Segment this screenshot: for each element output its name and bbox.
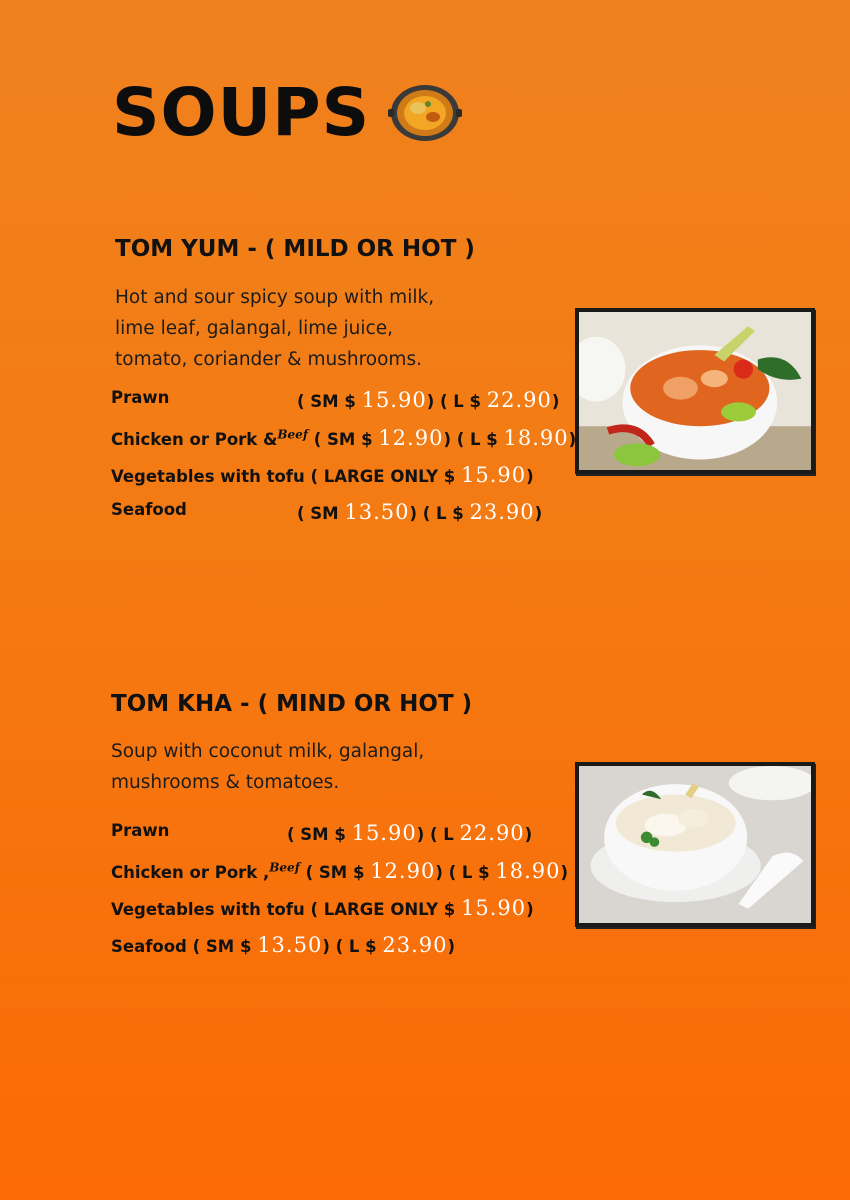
sm-price: 15.90: [361, 388, 427, 412]
l-label: ) ( L: [416, 825, 454, 844]
large-only-price: 15.90: [461, 463, 527, 487]
tom-kha-item-chicken-pork: [111, 859, 568, 883]
tom-yum-item-chicken-pork: [111, 426, 576, 450]
page-header: [112, 74, 462, 151]
tom-kha-item-prawn: [111, 821, 533, 845]
tom-yum-title: TOM YUM - ( MILD OR HOT ): [115, 236, 475, 262]
item-name: Prawn: [111, 388, 170, 407]
sm-price: 13.50: [257, 933, 323, 957]
sm-label: ( SM $: [287, 825, 346, 844]
tom-yum-item-seafood: [111, 500, 543, 524]
close-paren: ): [560, 863, 569, 882]
l-price: 23.90: [469, 500, 535, 524]
large-only-label: ( LARGE ONLY $: [310, 900, 456, 919]
sm-label: ( SM: [297, 504, 339, 523]
soup-bowl-icon: [388, 82, 462, 144]
l-price: 18.90: [503, 426, 569, 450]
tom-yum-description: [115, 282, 434, 375]
item-name: Vegetables with tofu: [111, 900, 305, 919]
tom-kha-photo: [575, 762, 815, 927]
item-name: Prawn: [111, 821, 170, 840]
handwritten-note: Beef: [269, 860, 300, 875]
close-paren: ): [534, 504, 543, 523]
sm-label: ( SM $: [305, 863, 365, 882]
sm-price: 12.90: [370, 859, 436, 883]
tom-yum-desc-line: Hot and sour spicy soup with milk,: [115, 287, 435, 308]
tom-kha-item-seafood: [111, 933, 455, 957]
item-name: Vegetables with tofu: [111, 467, 305, 486]
tom-yum-photo: [575, 308, 815, 474]
close-paren: ): [447, 937, 456, 956]
large-only-price: 15.90: [461, 896, 527, 920]
sm-price: 15.90: [351, 821, 417, 845]
l-price: 22.90: [486, 388, 552, 412]
l-label: ) ( L $: [443, 430, 498, 449]
l-label: ) ( L $: [409, 504, 464, 523]
tom-kha-desc-line: mushrooms & tomatoes.: [111, 772, 340, 793]
large-only-label: ( LARGE ONLY $: [310, 467, 456, 486]
tom-kha-desc-line: Soup with coconut milk, galangal,: [111, 741, 425, 762]
item-name: Seafood ( SM $: [111, 937, 252, 956]
sm-price: 12.90: [378, 426, 444, 450]
l-label: ) ( L $: [426, 392, 482, 411]
l-price: 23.90: [382, 933, 448, 957]
tom-yum-desc-line: tomato, coriander & mushrooms.: [115, 349, 422, 370]
tom-yum-item-vegetables: [111, 463, 534, 487]
item-prices: [297, 388, 559, 412]
page-title: SOUPS: [112, 74, 371, 151]
sm-label: ( SM $: [297, 392, 356, 411]
close-paren: ): [551, 392, 560, 411]
l-price: 22.90: [459, 821, 525, 845]
item-name: Chicken or Pork &: [111, 430, 278, 449]
close-paren: ): [568, 430, 577, 449]
l-label: ) ( L $: [435, 863, 490, 882]
item-name: Seafood: [111, 500, 187, 519]
item-prices: [297, 500, 542, 524]
close-paren: ): [526, 467, 534, 486]
close-paren: ): [526, 900, 534, 919]
l-label: ) ( L $: [322, 937, 377, 956]
tom-kha-item-vegetables: [111, 896, 534, 920]
item-name: Chicken or Pork ,: [111, 863, 270, 882]
tom-yum-desc-line: lime leaf, galangal, lime juice,: [115, 318, 393, 339]
tom-yum-item-prawn: [111, 388, 560, 412]
tom-kha-title: TOM KHA - ( MIND OR HOT ): [111, 691, 473, 717]
sm-price: 13.50: [344, 500, 410, 524]
sm-label: ( SM $: [313, 430, 373, 449]
handwritten-note: Beef: [277, 427, 308, 442]
l-price: 18.90: [495, 859, 561, 883]
item-prices: [287, 821, 532, 845]
tom-kha-description: [111, 736, 424, 798]
close-paren: ): [524, 825, 533, 844]
